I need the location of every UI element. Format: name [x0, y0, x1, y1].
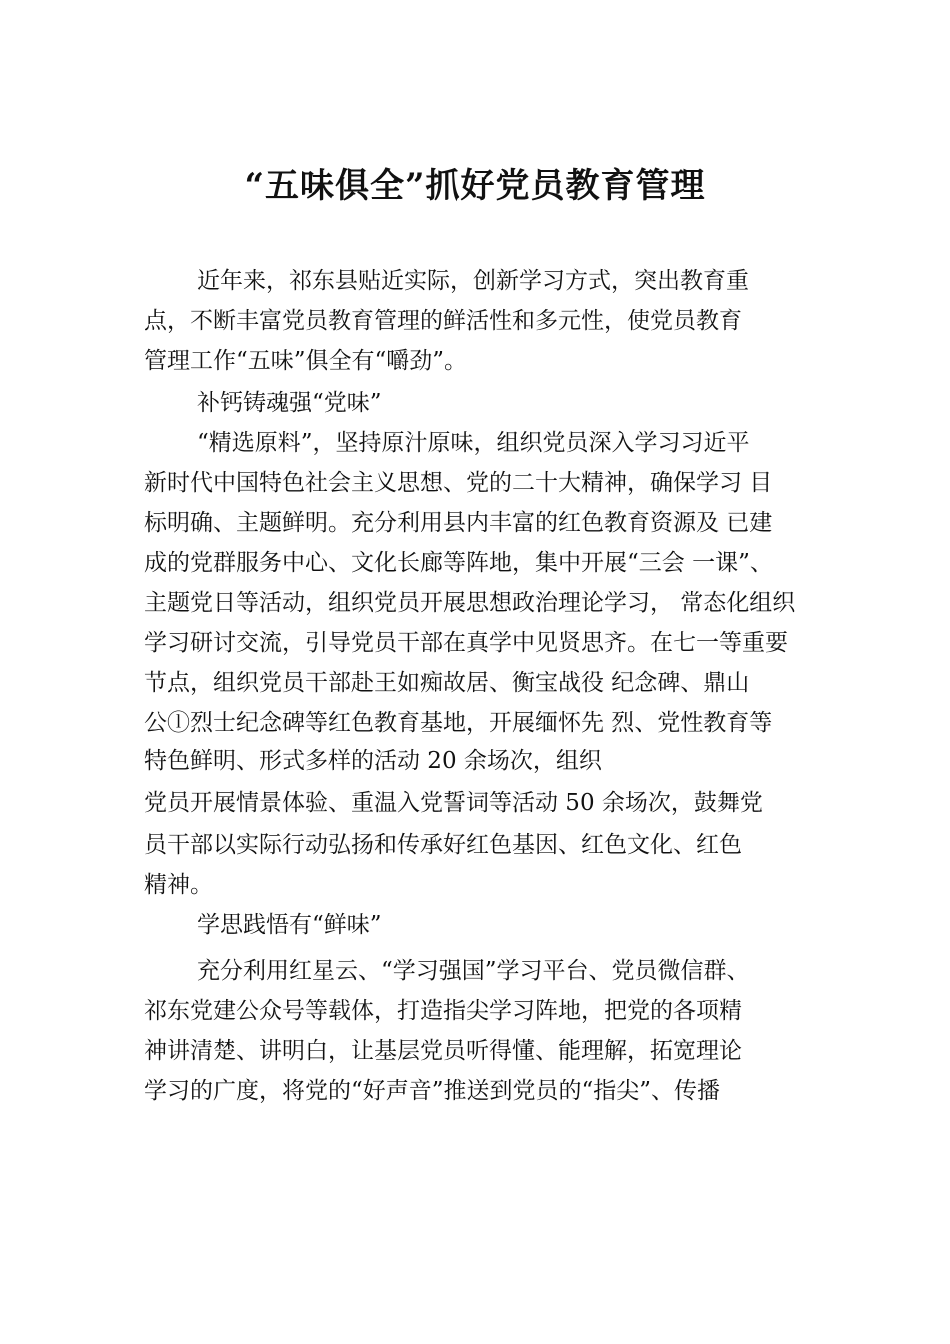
text-line: 员干部以实际行动弘扬和传承好红色基因、红色文化、红色 [144, 832, 742, 858]
text-line: 祁东党建公众号等载体，打造指尖学习阵地，把党的各项精 [144, 998, 742, 1024]
text-line: 近年来，祁东县贴近实际，创新学习方式，突出教育重 [197, 268, 749, 294]
text-line: 党员开展情景体验、重温入党誓词等活动 50 余场次，鼓舞党 [144, 790, 763, 816]
text-line: 精神。 [144, 872, 213, 898]
text-line: 学习的广度，将党的“好声音”推送到党员的“指尖”、传播 [144, 1078, 721, 1104]
text-line: 神讲清楚、讲明白，让基层党员听得懂、能理解，拓宽理论 [144, 1038, 742, 1064]
text-line: 学习研讨交流，引导党员干部在真学中见贤思齐。在七一等重要 [144, 630, 788, 656]
text-line: 点，不断丰富党员教育管理的鲜活性和多元性，使党员教育 [144, 308, 742, 334]
text-line: 管理工作“五味”俱全有“嚼劲”。 [144, 348, 468, 374]
section-heading: 补钙铸魂强“党味” [197, 390, 382, 416]
text-line: 节点，组织党员干部赴王如痴故居、衡宝战役 纪念碑、鼎山 [144, 670, 750, 696]
text-line: “精选原料”，坚持原汁原味，组织党员深入学习习近平 [197, 430, 750, 456]
text-line: 特色鲜明、形式多样的活动 20 余场次，组织 [144, 748, 602, 774]
text-line: 主题党日等活动，组织党员开展思想政治理论学习， 常态化组织 [144, 590, 796, 616]
page-title: “五味俱全”抓好党员教育管理 [244, 166, 706, 206]
text-line: 标明确、主题鲜明。充分利用县内丰富的红色教育资源及 已建 [144, 510, 773, 536]
text-line: 新时代中国特色社会主义思想、党的二十大精神，确保学习 目 [144, 470, 773, 496]
text-line: 公ⓛ烈士纪念碑等红色教育基地，开展缅怀先 烈、党性教育等 [144, 710, 773, 736]
text-line: 成的党群服务中心、文化长廊等阵地，集中开展“三会 一课”、 [144, 550, 773, 576]
section-heading: 学思践悟有“鲜味” [197, 912, 382, 938]
text-line: 充分利用红星云、“学习强国”学习平台、党员微信群、 [197, 958, 750, 984]
